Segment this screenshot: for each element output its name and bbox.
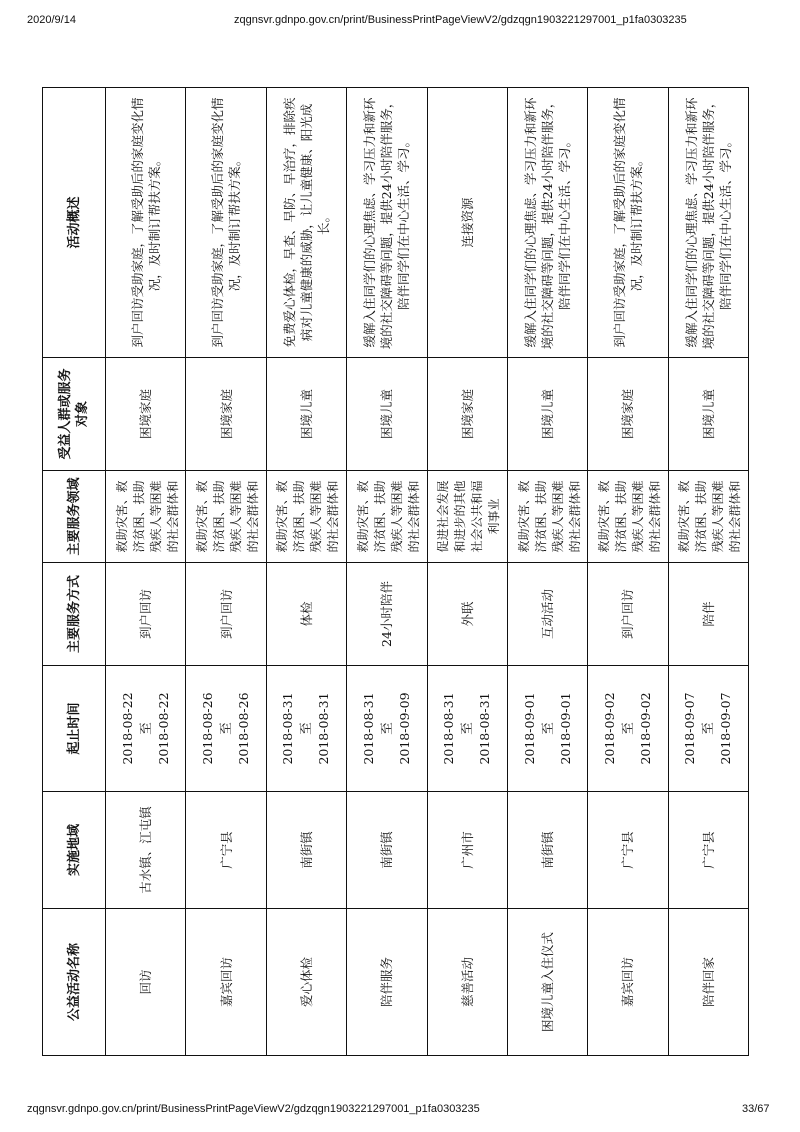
col-header-area: 实施地域 (43, 792, 106, 909)
table-row (507, 88, 587, 1056)
period (347, 666, 427, 792)
start-date: 2018-08-31 (441, 692, 457, 765)
col-header-activity-name: 公益活动名称 (43, 909, 106, 1056)
description: 缓解入住同学们的心理焦虑、学习压力和新环境的社交障碍等问题，提供24小时陪伴服务，陪伴同学们在中心生活、学习。 (668, 88, 748, 358)
date-separator: 至 (539, 722, 555, 735)
service-field (186, 471, 266, 563)
beneficiaries: 困境儿童 (266, 358, 346, 471)
table-row (266, 88, 346, 1056)
description: 免费爱心体检，早查、早防、早治疗，排除疾病对儿童健康的威胁，让儿童健康、阳光成长。 (266, 88, 346, 358)
service-field-text: 救助灾害、救济贫困、扶助残疾人等困难的社会群体和 (195, 480, 261, 553)
area: 南街镇 (507, 792, 587, 909)
table-row (668, 88, 748, 1056)
area: 广宁县 (668, 792, 748, 909)
header-url: zqgnsvr.gdnpo.gov.cn/print/BusinessPrintPageViewV2/gdzqgn1903221297001_p1fa0303235 (234, 14, 687, 26)
activity-name: 嘉宾回访 (186, 909, 266, 1056)
end-date: 2018-08-31 (316, 692, 332, 765)
end-date: 2018-08-31 (477, 692, 493, 765)
end-date: 2018-09-07 (718, 692, 734, 765)
start-date: 2018-08-22 (119, 692, 135, 765)
area: 广宁县 (186, 792, 266, 909)
date-separator: 至 (298, 722, 314, 735)
service-mode: 到户回访 (588, 563, 668, 666)
col-header-period: 起止时间 (43, 666, 106, 792)
description: 到户回访受助家庭，了解受助后的家庭变化情况，及时制订帮扶方案。 (106, 88, 186, 358)
beneficiaries: 困境家庭 (106, 358, 186, 471)
beneficiaries: 困境家庭 (427, 358, 507, 471)
service-mode: 外联 (427, 563, 507, 666)
area: 古水镇、江屯镇 (106, 792, 186, 909)
start-date: 2018-08-31 (360, 692, 376, 765)
table-row (588, 88, 668, 1056)
area: 广州市 (427, 792, 507, 909)
service-mode: 到户回访 (106, 563, 186, 666)
activity-name: 陪伴回家 (668, 909, 748, 1056)
service-field (668, 471, 748, 563)
service-mode: 24小时陪伴 (347, 563, 427, 666)
service-mode: 到户回访 (186, 563, 266, 666)
activity-name: 慈善活动 (427, 909, 507, 1056)
service-field (106, 471, 186, 563)
period (427, 666, 507, 792)
service-field-text: 救助灾害、救济贫困、扶助残疾人等困难的社会群体和 (114, 480, 180, 553)
service-mode: 体检 (266, 563, 346, 666)
description: 到户回访受助家庭，了解受助后的家庭变化情况，及时制订帮扶方案。 (588, 88, 668, 358)
col-header-service-field: 主要服务领域 (43, 471, 106, 563)
service-mode: 互动活动 (507, 563, 587, 666)
end-date: 2018-08-22 (155, 692, 171, 765)
end-date: 2018-09-01 (557, 692, 573, 765)
activity-name: 嘉宾回访 (588, 909, 668, 1056)
service-field-text: 救助灾害、救济贫困、扶助残疾人等困难的社会群体和 (275, 480, 341, 553)
table-row (427, 88, 507, 1056)
print-date: 2020/9/14 (27, 14, 76, 26)
service-field (507, 471, 587, 563)
rotated-table-container (42, 87, 749, 1056)
period (266, 666, 346, 792)
page-number: 33/67 (742, 1103, 770, 1115)
start-date: 2018-09-02 (601, 692, 617, 765)
col-header-service-mode: 主要服务方式 (43, 563, 106, 666)
date-separator: 至 (218, 722, 234, 735)
description: 连接资源 (427, 88, 507, 358)
start-date: 2018-09-01 (521, 692, 537, 765)
date-separator: 至 (137, 722, 153, 735)
description: 到户回访受助家庭，了解受助后的家庭变化情况，及时制订帮扶方案。 (186, 88, 266, 358)
beneficiaries: 困境家庭 (186, 358, 266, 471)
end-date: 2018-08-26 (236, 692, 252, 765)
header-row (43, 88, 106, 1056)
service-field (347, 471, 427, 563)
table-row (347, 88, 427, 1056)
service-field (588, 471, 668, 563)
beneficiaries: 困境家庭 (588, 358, 668, 471)
date-separator: 至 (378, 722, 394, 735)
service-field-text: 促进社会发展和进步的其他社会公共和福利事业 (436, 480, 502, 553)
period (106, 666, 186, 792)
period (588, 666, 668, 792)
description: 缓解入住同学们的心理焦虑、学习压力和新环境的社交障碍等问题，提供24小时陪伴服务，陪伴同学们在中心生活、学习。 (507, 88, 587, 358)
col-header-description: 活动概述 (43, 88, 106, 358)
activity-name: 困境儿童入住仪式 (507, 909, 587, 1056)
start-date: 2018-09-07 (682, 692, 698, 765)
service-field (266, 471, 346, 563)
area: 南街镇 (347, 792, 427, 909)
footer-url: zqgnsvr.gdnpo.gov.cn/print/BusinessPrintPageViewV2/gdzqgn1903221297001_p1fa0303235 (27, 1103, 480, 1115)
activity-name: 回访 (106, 909, 186, 1056)
service-field-text: 救助灾害、救济贫困、扶助残疾人等困难的社会群体和 (355, 480, 421, 553)
activity-name: 陪伴服务 (347, 909, 427, 1056)
start-date: 2018-08-31 (280, 692, 296, 765)
description: 缓解入住同学们的心理焦虑、学习压力和新环境的社交障碍等问题，提供24小时陪伴服务，陪伴同学们在中心生活、学习。 (347, 88, 427, 358)
period (186, 666, 266, 792)
service-field (427, 471, 507, 563)
date-separator: 至 (700, 722, 716, 735)
beneficiaries: 困境儿童 (668, 358, 748, 471)
area: 广宁县 (588, 792, 668, 909)
date-separator: 至 (619, 722, 635, 735)
table-row (106, 88, 186, 1056)
service-field-text: 救助灾害、救济贫困、扶助残疾人等困难的社会群体和 (596, 480, 662, 553)
table-row (186, 88, 266, 1056)
activity-table (42, 87, 749, 1056)
col-header-beneficiaries: 受益人群或服务对象 (43, 358, 106, 471)
beneficiaries: 困境儿童 (507, 358, 587, 471)
activity-name: 爱心体检 (266, 909, 346, 1056)
beneficiaries: 困境儿童 (347, 358, 427, 471)
service-mode: 陪伴 (668, 563, 748, 666)
end-date: 2018-09-02 (637, 692, 653, 765)
end-date: 2018-09-09 (396, 692, 412, 765)
area: 南街镇 (266, 792, 346, 909)
service-field-text: 救助灾害、救济贫困、扶助残疾人等困难的社会群体和 (516, 480, 582, 553)
period (668, 666, 748, 792)
start-date: 2018-08-26 (200, 692, 216, 765)
service-field-text: 救助灾害、救济贫困、扶助残疾人等困难的社会群体和 (677, 480, 743, 553)
period (507, 666, 587, 792)
date-separator: 至 (459, 722, 475, 735)
